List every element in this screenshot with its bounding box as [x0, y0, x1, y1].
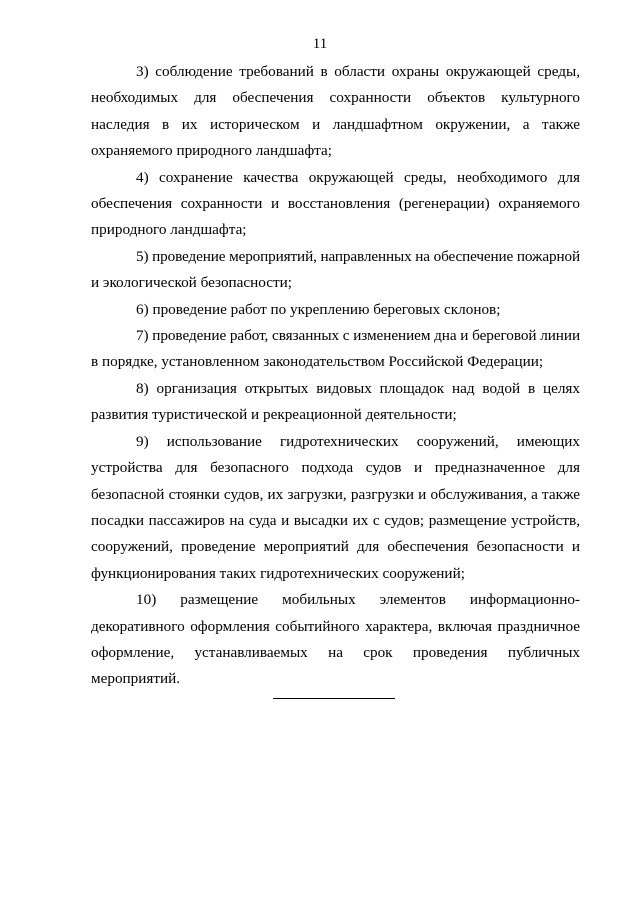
- paragraph-item-9: [91, 429, 580, 587]
- text-line: 9) использование гидротехнических сооружений, имеющих: [136, 432, 580, 450]
- page-number: 11: [312, 36, 328, 52]
- text-line: природного ландшафта;: [91, 221, 247, 239]
- text-line: 8) организация открытых видовых площадок над водой в целях: [136, 379, 580, 397]
- text-line: функционирования таких гидротехнических сооружений;: [91, 564, 465, 582]
- paragraph-item-10: [91, 587, 580, 693]
- text-line: сооружений, проведение мероприятий для обеспечения безопасности и: [91, 538, 580, 556]
- text-line: наследия в их историческом и ландшафтном окружении, а также: [91, 115, 580, 133]
- text-line: 6) проведение работ по укреплению береговых склонов;: [136, 300, 501, 318]
- text-line: оформление, устанавливаемых на срок проведения публичных: [91, 643, 580, 661]
- text-line: 10) размещение мобильных элементов информационно-: [136, 591, 580, 609]
- text-line: охраняемого природного ландшафта;: [91, 142, 332, 160]
- text-line: 3) соблюдение требований в области охраны окружающей среды,: [136, 63, 580, 80]
- text-line: 5) проведение мероприятий, направленных на обеспечение пожарной: [136, 247, 580, 265]
- text-line: развития туристической и рекреационной деятельности;: [91, 406, 457, 424]
- document-body: [91, 59, 580, 693]
- text-line: и экологической безопасности;: [91, 274, 292, 292]
- paragraph-item-6: [91, 297, 580, 323]
- paragraph-item-8: [91, 376, 580, 429]
- text-line: 4) сохранение качества окружающей среды, необходимого для: [136, 168, 580, 186]
- text-line: безопасной стоянки судов, их загрузки, разгрузки и обслуживания, а также: [91, 485, 580, 503]
- text-line: декоративного оформления событийного характера, включая праздничное: [91, 617, 580, 635]
- text-line: мероприятий.: [91, 670, 181, 688]
- paragraph-item-5: [91, 244, 580, 297]
- end-separator-line: [273, 698, 395, 699]
- text-line: обеспечения сохранности и восстановления (регенерации) охраняемого: [91, 195, 580, 213]
- text-line: необходимых для обеспечения сохранности объектов культурного: [91, 89, 580, 107]
- text-line: 7) проведение работ, связанных с изменением дна и береговой линии: [136, 327, 581, 345]
- paragraph-item-3: [91, 59, 580, 165]
- text-line: в порядке, установленном законодательством Российской Федерации;: [91, 353, 544, 371]
- text-line: посадки пассажиров на суда и высадки их с судов; размещение устройств,: [91, 511, 580, 529]
- paragraph-item-4: [91, 165, 580, 244]
- paragraph-item-7: [91, 323, 580, 376]
- text-line: устройства для безопасного подхода судов и предназначенное для: [91, 459, 580, 477]
